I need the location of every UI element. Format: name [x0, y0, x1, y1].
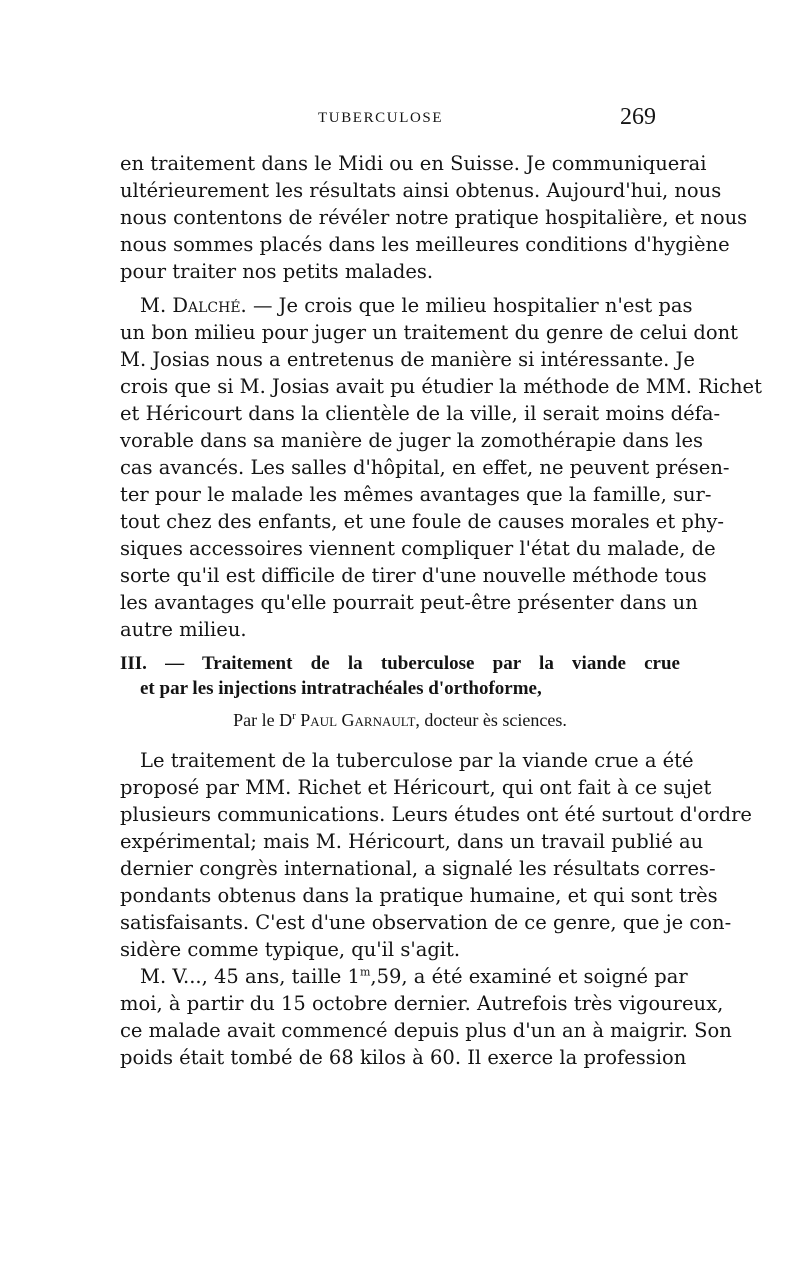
text-line: vorable dans sa manière de juger la zomothérapie dans les	[120, 429, 704, 452]
text-line: cas avancés. Les salles d'hôpital, en effet, ne peuvent présen-	[120, 456, 730, 479]
text-line: pour traiter nos petits malades.	[120, 260, 434, 283]
text-line: satisfaisants. C'est d'une observation de ce genre, que je con-	[120, 911, 732, 934]
text-line: en traitement dans le Midi ou en Suisse. Je communiquerai	[120, 152, 707, 175]
text-line: sidère comme typique, qu'il s'agit.	[120, 938, 461, 961]
running-head: TUBERCULOSE	[318, 110, 444, 126]
text-line: Le traitement de la tuberculose par la viande crue a été	[140, 749, 694, 772]
author-name: Paul Garnault,	[295, 710, 420, 730]
text-line: nous sommes placés dans les meilleures conditions d'hygiène	[120, 233, 730, 256]
text-line	[140, 964, 688, 990]
text-line: crois que si M. Josias avait pu étudier la méthode de MM. Richet	[120, 375, 762, 398]
page-number: 269	[620, 104, 656, 130]
text-line: moi, à partir du 15 octobre dernier. Autrefois très vigoureux,	[120, 992, 724, 1015]
text-line: un bon milieu pour juger un traitement du genre de celui dont	[120, 321, 738, 344]
superscript-unit: m	[359, 965, 371, 979]
text-line: expérimental; mais M. Héricourt, dans un travail publié au	[120, 830, 704, 853]
text-run: ,59, a été examiné et soigné par	[370, 965, 688, 988]
text-line: poids était tombé de 68 kilos à 60. Il exerce la profession	[120, 1046, 687, 1069]
text-line: M. Josias nous a entretenus de manière si intéressante. Je	[120, 348, 695, 371]
text-line: nous contentons de révéler notre pratique hospitalière, et nous	[120, 206, 748, 229]
author-byline	[120, 708, 680, 732]
text-line: ultérieurement les résultats ainsi obtenus. Aujourd'hui, nous	[120, 179, 722, 202]
text-line: proposé par MM. Richet et Héricourt, qui ont fait à ce sujet	[120, 776, 712, 799]
byline-suffix: docteur ès sciences.	[419, 710, 567, 730]
text-line: plusieurs communications. Leurs études ont été surtout d'ordre	[120, 803, 752, 826]
text-line	[140, 293, 693, 319]
text-line: autre milieu.	[120, 618, 247, 641]
byline-superscript: r	[292, 710, 296, 722]
text-line: pondants obtenus dans la pratique humaine, et qui sont très	[120, 884, 718, 907]
section-heading: et par les injections intratrachéales d'orthoforme,	[140, 678, 542, 699]
text-line: les avantages qu'elle pourrait peut-être présenter dans un	[120, 591, 698, 614]
text-run: — Je crois que le milieu hospitalier n'est pas	[246, 294, 693, 317]
text-line: dernier congrès international, a signalé les résultats corres-	[120, 857, 716, 880]
text-line: tout chez des enfants, et une foule de causes morales et phy-	[120, 510, 725, 533]
text-line: siques accessoires viennent compliquer l'état du malade, de	[120, 537, 716, 560]
text-line: ce malade avait commencé depuis plus d'un an à maigrir. Son	[120, 1019, 732, 1042]
speaker-name: M. Dalché.	[140, 294, 247, 317]
section-heading: III. — Traitement de la tuberculose par la viande crue	[120, 653, 680, 674]
text-run: M. V..., 45 ans, taille 1	[140, 965, 360, 988]
text-line: ter pour le malade les mêmes avantages que la famille, sur-	[120, 483, 712, 506]
text-line: et Héricourt dans la clientèle de la ville, il serait moins défa-	[120, 402, 721, 425]
byline-prefix: Par le D	[233, 710, 293, 730]
text-line: sorte qu'il est difficile de tirer d'une nouvelle méthode tous	[120, 564, 707, 587]
